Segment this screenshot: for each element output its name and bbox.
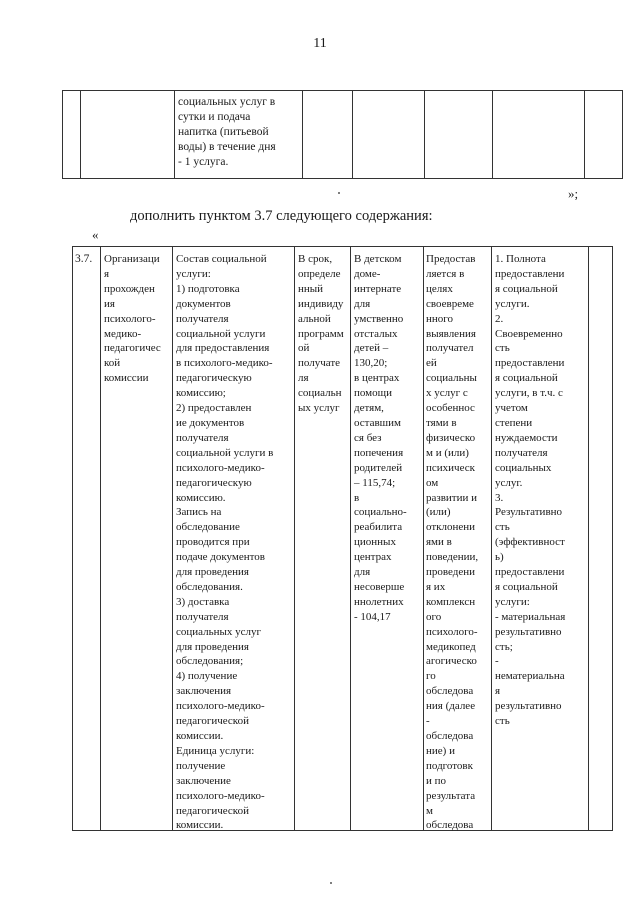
opening-mark: « <box>92 227 99 242</box>
service-name-cell: Организаци я прохожден ия психолого- медико- педагогичес кой комиссии <box>104 253 161 385</box>
row-number: 3.7. <box>75 253 93 265</box>
top-table-service-text: социальных услуг в сутки и подача напитка (питьевой воды) в течение дня - 1 услуга. <box>178 96 276 168</box>
service-content-cell: Состав социальной услуги: 1) подготовка документов получателя социальной услуги для предоставления в психолого-медико- педагогическую комиссию; 2) предоставлен ие документов получателя социальной услуги в психолого-медико- педагогическую комиссию. Запись на обследование проводится при подаче документов для проведения обследования. 3) доставка получателя социальных услуг для проведения обследования; 4) получение заключения психолого-медико- педагогической комиссии. Единица услуги: получение заключение психолого-медико- педагогической комиссии. <box>176 253 274 832</box>
service-term-cell: В срок, определе нный индивиду альной программ ой получате ля социальн ых услуг <box>298 253 344 415</box>
amendment-heading: дополнить пунктом 3.7 следующего содержания: <box>130 208 433 224</box>
service-tariff-cell: В детском доме- интернате для умственно отсталых детей – 130,20; в центрах помощи детям, оставшим ся без попечения родителей – 115,74; в социально- реабилита ционных центрах для несоверше ннолетних - 104,17 <box>354 253 407 623</box>
scan-speck <box>330 882 332 884</box>
page-number: 11 <box>313 36 327 51</box>
closing-mark: »; <box>568 186 579 201</box>
quality-indicators-cell: 1. Полнота предоставлени я социальной услуги. 2. Своевременно сть предоставлени я социальной услуги, в т.ч. с учетом степени нуждаемости получателя социальных услуг. 3. Результативно сть (эффективност ь) предоставлени я социальной услуги: - материальная результативно сть; - нематериальна я результативно сть <box>495 253 566 728</box>
scan-speck <box>338 192 340 194</box>
service-conditions-cell: Предостав ляется в целях своевреме нного выявления получател ей социальны х услуг с особеннос тями в физическо м и (или) психическ ом развитии и (или) отклонени ями в поведении, проведени я их комплексн ого психолого- медикопед агогическо го обследова ния (далее - обследова ние) и подготовк и по результата м обследова <box>426 253 479 832</box>
